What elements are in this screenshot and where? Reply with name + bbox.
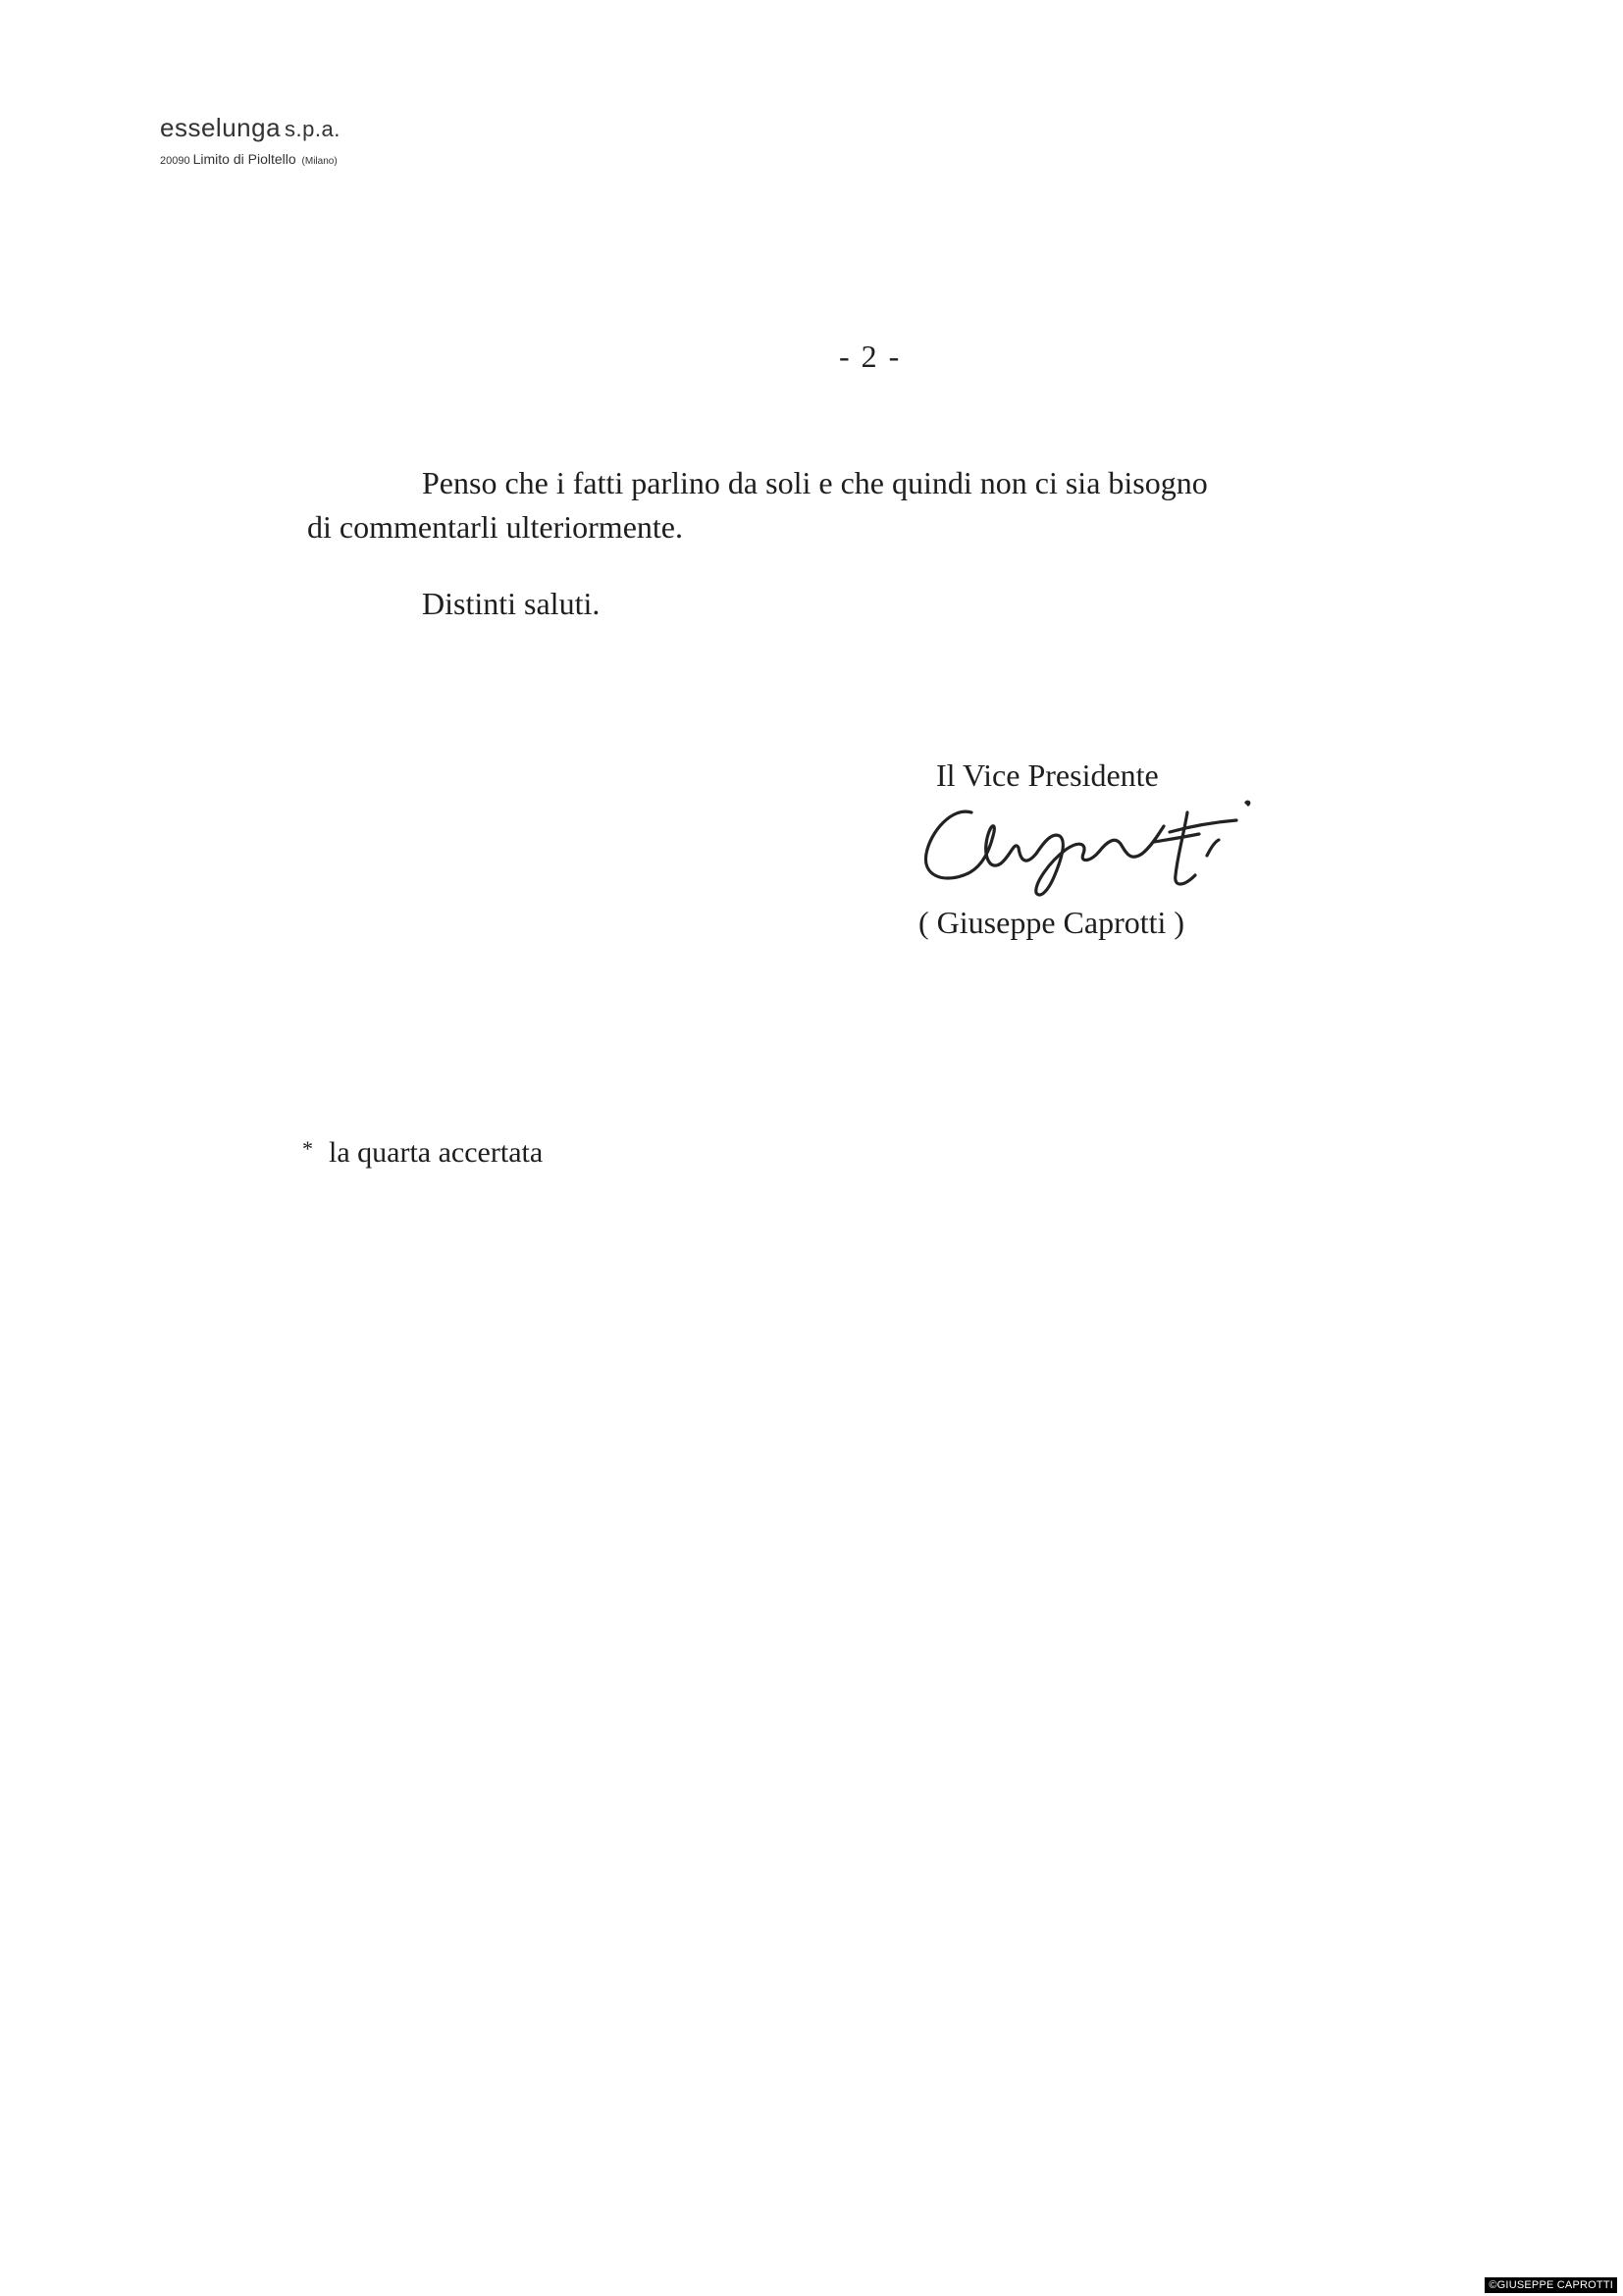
address-province: (Milano) [301,156,338,167]
page-number: - 2 - [839,339,902,374]
footnote [302,1136,543,1170]
signatory-title: Il Vice Presidente [936,757,1159,793]
company-address [160,150,340,171]
footnote-text: la quarta accertata [329,1136,544,1169]
body-line-1: Penso che i fatti parlino da soli e che quindi non ci sia bisogno [422,465,1208,500]
company-name [160,113,340,144]
address-zip: 20090 [160,155,190,167]
body-line-2: di commentarli ulteriormente. [307,509,683,545]
handwritten-signature [913,793,1305,901]
signatory-name: ( Giuseppe Caprotti ) [918,905,1185,940]
address-city: Limito di Pioltello [192,151,296,167]
company-suffix: s.p.a. [285,117,340,141]
company-name-text: esselunga [160,113,282,142]
closing-salutation: Distinti saluti. [422,586,601,621]
footnote-marker: * [302,1136,313,1161]
body-paragraph [307,461,1337,549]
letterhead [160,113,340,171]
copyright-watermark: ©GIUSEPPE CAPROTTI [1485,2277,1617,2293]
